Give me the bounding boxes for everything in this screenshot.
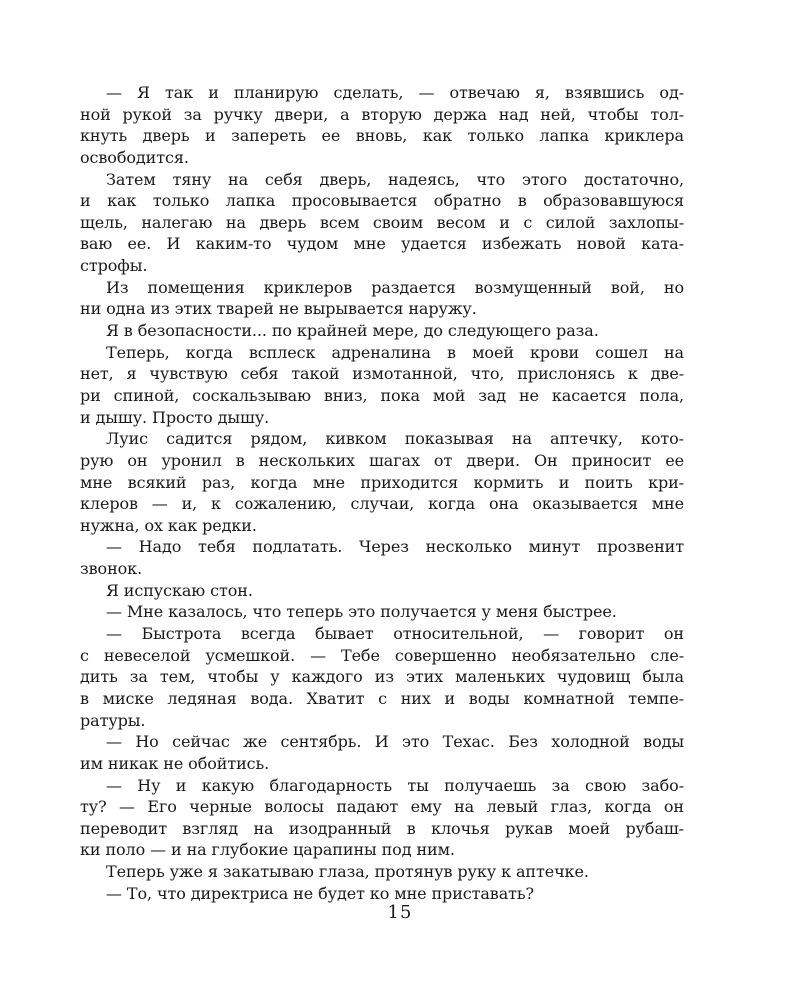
text-line: Из помещения криклеров раздается возмущенный вой, но bbox=[106, 277, 684, 297]
text-line: щель, налегаю на дверь всем своим весом и с силой захлопы- bbox=[80, 212, 684, 232]
text-line: ту? — Его черные волосы падают ему на левый глаз, когда он bbox=[80, 797, 684, 817]
text-line: — Но сейчас же сентябрь. И это Техас. Без холодной воды bbox=[106, 732, 684, 752]
text-line: ной рукой за ручку двери, а вторую держа над ней, чтобы тол- bbox=[80, 104, 684, 124]
book-page-text bbox=[80, 82, 684, 904]
text-line: с невеселой усмешкой. — Тебе совершенно необязательно сле- bbox=[80, 645, 684, 665]
text-line: им никак не обойтись. bbox=[80, 753, 270, 773]
text-line: ратуры. bbox=[80, 710, 146, 730]
text-line: кнуть дверь и запереть ее вновь, как только лапка криклера bbox=[80, 126, 684, 146]
page-number: 15 bbox=[387, 902, 413, 923]
text-line: и дышу. Просто дышу. bbox=[80, 407, 270, 427]
text-line: клеров — и, к сожалению, случаи, когда она оказывается мне bbox=[80, 494, 684, 514]
text-line: и как только лапка просовывается обратно в образовавшуюся bbox=[80, 191, 684, 211]
text-line: — Быстрота всегда бывает относительной, — говорит он bbox=[106, 624, 684, 644]
text-line: ваю ее. И каким-то чудом мне удается избежать новой ката- bbox=[80, 234, 684, 254]
text-line: Я в безопасности... по крайней мере, до следующего раза. bbox=[106, 321, 599, 341]
text-line: — Я так и планирую сделать, — отвечаю я, взявшись од- bbox=[106, 83, 684, 102]
text-line: Затем тяну на себя дверь, надеясь, что этого достаточно, bbox=[106, 169, 684, 189]
text-line: в миске ледяная вода. Хватит с них и воды комнатной темпе- bbox=[80, 688, 684, 708]
text-line: рую он уронил в нескольких шагах от двери. Он приносит ее bbox=[80, 450, 684, 470]
text-line: Я испускаю стон. bbox=[106, 580, 253, 600]
text-line: — То, что директриса не будет ко мне приставать? bbox=[106, 883, 534, 903]
text-line: ки поло — и на глубокие царапины под ним. bbox=[80, 840, 455, 860]
text-line: Теперь уже я закатываю глаза, протянув руку к аптечке. bbox=[106, 862, 589, 882]
text-line: переводит взгляд на изодранный в клочья рукав моей рубаш- bbox=[80, 818, 684, 838]
text-line: — Ну и какую благодарность ты получаешь за свою забо- bbox=[106, 775, 684, 795]
text-line: Луис садится рядом, кивком показывая на аптечку, кото- bbox=[106, 429, 684, 449]
text-line: нет, я чувствую себя такой измотанной, что, прислонясь к две- bbox=[80, 364, 684, 384]
text-line: ри спиной, соскальзываю вниз, пока мой зад не касается пола, bbox=[80, 385, 684, 405]
text-line: освободится. bbox=[80, 147, 189, 167]
text-line: мне всякий раз, когда мне приходится кормить и поить кри- bbox=[80, 472, 684, 492]
text-line: — Надо тебя подлатать. Через несколько минут прозвенит bbox=[106, 537, 684, 557]
text-line: нужна, ох как редки. bbox=[80, 515, 257, 535]
text-line: ни одна из этих тварей не вырывается наружу. bbox=[80, 299, 477, 319]
text-line: — Мне казалось, что теперь это получается у меня быстрее. bbox=[106, 602, 617, 622]
text-line: строфы. bbox=[80, 256, 148, 276]
text-line: Теперь, когда всплеск адреналина в моей крови сошел на bbox=[106, 342, 684, 362]
text-line: звонок. bbox=[80, 559, 143, 579]
text-line: дить за тем, чтобы у каждого из этих маленьких чудовищ была bbox=[80, 667, 684, 687]
